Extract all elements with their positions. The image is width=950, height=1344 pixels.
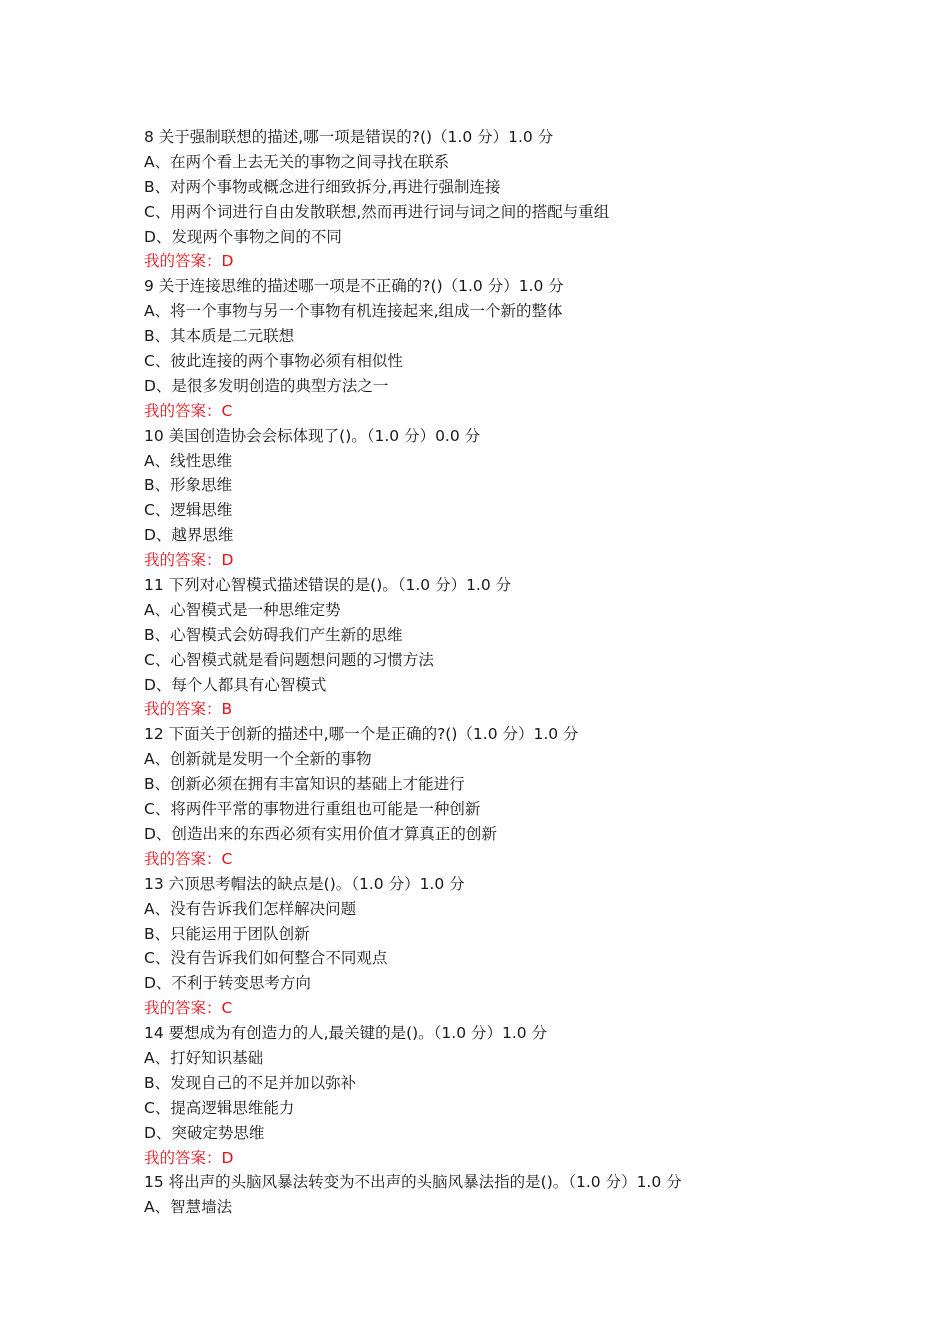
my-answer-label: 我的答案： bbox=[144, 700, 222, 719]
answer-option: B、形象思维 bbox=[144, 476, 233, 495]
my-answer-label: 我的答案： bbox=[144, 999, 222, 1018]
my-answer bbox=[144, 399, 924, 424]
my-answer-label: 我的答案： bbox=[144, 849, 222, 868]
question-stem: 12 下面关于创新的描述中,哪一个是正确的?()（1.0 分）1.0 分 bbox=[144, 725, 579, 744]
my-answer-value: C bbox=[221, 401, 233, 420]
answer-option: C、逻辑思维 bbox=[144, 501, 233, 520]
question-stem: 11 下列对心智模式描述错误的是()。（1.0 分）1.0 分 bbox=[144, 576, 512, 595]
my-answer-label: 我的答案： bbox=[144, 551, 222, 570]
answer-option: D、是很多发明创造的典型方法之一 bbox=[144, 376, 389, 395]
my-answer bbox=[144, 548, 924, 573]
answer-option: D、每个人都具有心智模式 bbox=[144, 675, 327, 694]
my-answer-label: 我的答案： bbox=[144, 1148, 222, 1167]
answer-option: A、将一个事物与另一个事物有机连接起来,组成一个新的整体 bbox=[144, 302, 563, 321]
question-stem: 13 六顶思考帽法的缺点是()。（1.0 分）1.0 分 bbox=[144, 874, 465, 893]
my-answer bbox=[144, 249, 924, 274]
answer-option: A、创新就是发明一个全新的事物 bbox=[144, 750, 372, 769]
answer-option: A、智慧墙法 bbox=[144, 1198, 233, 1217]
question-stem: 9 关于连接思维的描述哪一项是不正确的?()（1.0 分）1.0 分 bbox=[144, 277, 564, 296]
answer-option: A、没有告诉我们怎样解决问题 bbox=[144, 899, 357, 918]
answer-option: C、用两个词进行自由发散联想,然而再进行词与词之间的搭配与重组 bbox=[144, 202, 610, 221]
answer-option: D、越界思维 bbox=[144, 526, 234, 545]
question-stem: 14 要想成为有创造力的人,最关键的是()。（1.0 分）1.0 分 bbox=[144, 1024, 548, 1043]
answer-option: C、将两件平常的事物进行重组也可能是一种创新 bbox=[144, 800, 481, 819]
my-answer bbox=[144, 847, 924, 872]
answer-option: D、创造出来的东西必须有实用价值才算真正的创新 bbox=[144, 824, 497, 843]
answer-option: B、心智模式会妨碍我们产生新的思维 bbox=[144, 625, 403, 644]
answer-option: A、心智模式是一种思维定势 bbox=[144, 600, 341, 619]
my-answer-label: 我的答案： bbox=[144, 252, 222, 271]
my-answer bbox=[144, 996, 924, 1021]
my-answer bbox=[144, 697, 924, 722]
my-answer bbox=[144, 1146, 924, 1171]
quiz-document bbox=[144, 125, 924, 1220]
answer-option: B、只能运用于团队创新 bbox=[144, 924, 310, 943]
my-answer-value: C bbox=[221, 849, 233, 868]
answer-option: C、心智模式就是看问题想问题的习惯方法 bbox=[144, 650, 434, 669]
answer-option: B、发现自己的不足并加以弥补 bbox=[144, 1073, 357, 1092]
answer-option: C、提高逻辑思维能力 bbox=[144, 1098, 295, 1117]
question-stem: 10 美国创造协会会标体现了()。（1.0 分）0.0 分 bbox=[144, 426, 481, 445]
answer-option: D、发现两个事物之间的不同 bbox=[144, 227, 342, 246]
answer-option: D、突破定势思维 bbox=[144, 1123, 265, 1142]
answer-option: B、对两个事物或概念进行细致拆分,再进行强制连接 bbox=[144, 177, 501, 196]
my-answer-value: D bbox=[221, 252, 234, 271]
answer-option: C、彼此连接的两个事物必须有相似性 bbox=[144, 352, 403, 371]
answer-option: A、打好知识基础 bbox=[144, 1048, 264, 1067]
answer-option: A、线性思维 bbox=[144, 451, 233, 470]
my-answer-label: 我的答案： bbox=[144, 401, 222, 420]
answer-option: C、没有告诉我们如何整合不同观点 bbox=[144, 949, 388, 968]
answer-option: D、不利于转变思考方向 bbox=[144, 974, 311, 993]
my-answer-value: D bbox=[221, 551, 234, 570]
question-stem: 8 关于强制联想的描述,哪一项是错误的?()（1.0 分）1.0 分 bbox=[144, 128, 554, 146]
my-answer-value: B bbox=[221, 700, 233, 719]
answer-option: B、创新必须在拥有丰富知识的基础上才能进行 bbox=[144, 775, 465, 794]
question-stem: 15 将出声的头脑风暴法转变为不出声的头脑风暴法指的是()。（1.0 分）1.0 分 bbox=[144, 1173, 682, 1192]
my-answer-value: D bbox=[221, 1148, 234, 1167]
answer-option: A、在两个看上去无关的事物之间寻找在联系 bbox=[144, 152, 450, 171]
my-answer-value: C bbox=[221, 999, 233, 1018]
answer-option: B、其本质是二元联想 bbox=[144, 327, 295, 346]
